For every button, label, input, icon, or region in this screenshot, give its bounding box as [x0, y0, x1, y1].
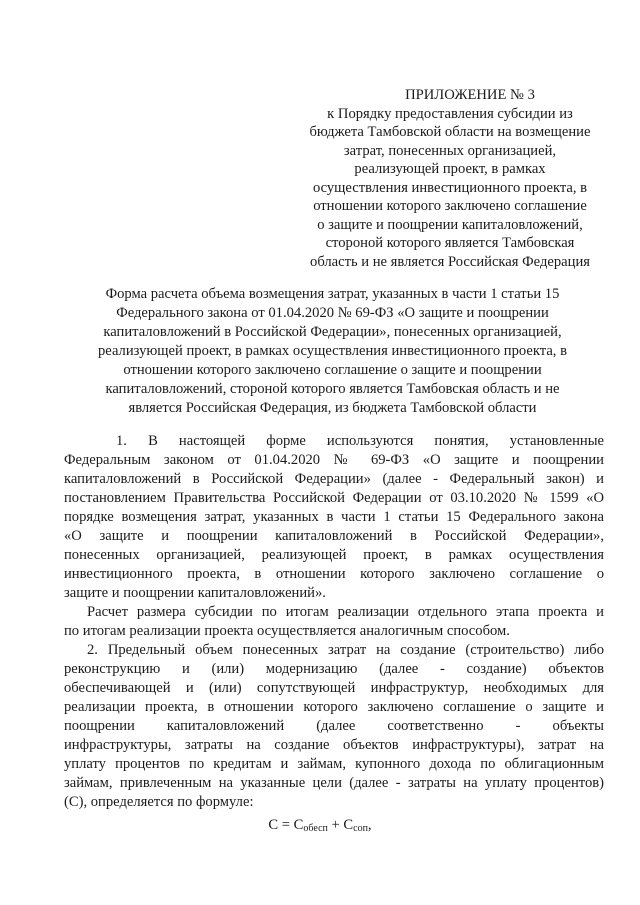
- formula: [0, 816, 640, 838]
- appendix-line: бюджета Тамбовской области на возмещение: [309, 124, 591, 140]
- form-title-line: Форма расчета объема возмещения затрат, указанных в части 1 статьи 15: [105, 286, 560, 302]
- formula-end: ,: [367, 817, 372, 833]
- body-line: инвестиционного проекта, в отношении которого заключено соглашение о: [64, 566, 604, 582]
- form-title-line: капиталовложений в Российской Федерации», понесенных организацией,: [103, 324, 562, 340]
- form-title-line: Федерального закона от 01.04.2020 № 69-ФЗ «О защите и поощрении: [116, 305, 549, 321]
- appendix-line: о защите и поощрении капиталовложений,: [317, 216, 583, 233]
- appendix-line: стороной которого является Тамбовская: [325, 235, 575, 251]
- body-line: постановлением Правительства Российской Федерации от 03.10.2020 № 1599 «О: [64, 490, 604, 506]
- form-title-line: капиталовложений, стороной которого является Тамбовская область и не: [105, 381, 560, 397]
- body-line: обеспечивающей и (или) сопутствующей инфраструктур, необходимых для: [64, 680, 604, 696]
- formula-lhs: С = С: [268, 817, 304, 833]
- appendix-line: затрат, понесенных организацией,: [343, 142, 557, 159]
- body-line: уплату процентов по кредитам и займам, купонного дохода по облигационным: [64, 756, 604, 772]
- document-body: [64, 432, 604, 812]
- paragraph-1: [64, 432, 604, 603]
- body-line: 2. Предельный объем понесенных затрат на создание (строительство) либо: [87, 642, 604, 658]
- form-title: [60, 285, 605, 418]
- body-line: капиталовложений в Российской Федерации» (далее - Федеральный закон) и: [64, 471, 604, 487]
- formula-plus: + С: [327, 817, 354, 833]
- body-line: 1. В настоящей форме используются понятия, установленные: [116, 433, 604, 449]
- form-title-line: отношении которого заключено соглашение о защите и поощрении: [123, 362, 542, 378]
- formula-subscript-obesp: обесп: [303, 823, 328, 834]
- form-title-line: реализующей проект, в рамках осуществления инвестиционного проекта, в: [98, 343, 567, 359]
- appendix-line: область и не является Российская Федерация: [310, 253, 590, 270]
- body-line: реконструкцию и (или) модернизацию (далее - создание) объектов: [64, 661, 604, 677]
- body-line: по итогам реализации проекта осуществляется аналогичным способом.: [64, 623, 510, 639]
- body-line: порядке возмещения затрат, указанных в части 1 статьи 15 Федерального закона: [64, 509, 604, 525]
- appendix-title: ПРИЛОЖЕНИЕ № 3: [405, 87, 535, 103]
- body-line: Федеральным законом от 01.04.2020 № 69-ФЗ «О защите и поощрении: [64, 452, 604, 468]
- body-line: займам, привлеченным на указанные цели (далее - затраты на уплату процентов): [64, 775, 604, 791]
- body-line: инфраструктуры, затраты на создание объектов инфраструктуры), затрат на: [64, 737, 604, 753]
- appendix-line: отношении которого заключено соглашение: [313, 198, 587, 214]
- paragraph-3: [64, 641, 604, 812]
- margin-scan-mark: [3, 520, 7, 580]
- paragraph-2: [64, 603, 604, 641]
- appendix-line: осуществления инвестиционного проекта, в: [312, 179, 588, 196]
- body-line: поощрении капиталовложений (далее соответственно - объекты: [64, 718, 604, 734]
- appendix-header: [297, 86, 603, 271]
- appendix-line: к Порядку предоставления субсидии из: [327, 105, 573, 122]
- body-line: защите и поощрении капиталовложений».: [64, 585, 326, 601]
- formula-subscript-sop: соп: [353, 823, 368, 834]
- body-line: реализации проекта, в отношении которого заключено соглашение о защите и: [64, 699, 604, 715]
- body-line: Расчет размера субсидии по итогам реализации отдельного этапа проекта и: [87, 604, 604, 620]
- body-line: «О защите и поощрении капиталовложений в Российской Федерации»,: [64, 528, 604, 544]
- appendix-line: реализующей проект, в рамках: [354, 161, 546, 177]
- body-line: понесенных организацией, реализующей проект, в рамках осуществления: [64, 547, 604, 563]
- form-title-line: является Российская Федерация, из бюджета Тамбовской области: [128, 400, 537, 416]
- body-line: (С), определяется по формуле:: [64, 794, 254, 810]
